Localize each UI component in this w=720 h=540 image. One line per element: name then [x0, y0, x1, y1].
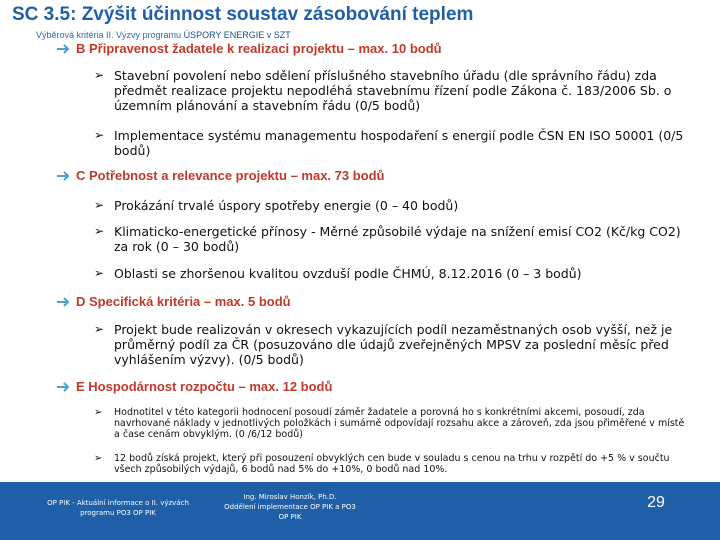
footer-mid-line: OP PIK: [278, 513, 302, 521]
arrowhead-bullet-icon: ➢: [94, 407, 103, 418]
list-item-text: Projekt bude realizován v okresech vykazujících podíl nezaměstnaných osob vyšší, než je průměrný podíl za ČR (posuzováno dle údajů zveřejněných MPSV za poslední měsíc před vyhlášením výzvy). (0/5 bodů): [114, 322, 673, 367]
section-heading-text: E Hospodárnost rozpočtu – max. 12 bodů: [76, 379, 333, 394]
section-heading-c: [56, 168, 384, 183]
subtitle-program: ÚSPORY ENERGIE v SZT: [183, 30, 291, 40]
list-item-text: Prokázání trvalé úspory spotřeby energie (0 – 40 bodů): [114, 198, 459, 213]
section-heading-e: [56, 379, 332, 394]
page-number: 29: [647, 494, 665, 511]
list-item: [94, 128, 694, 158]
list-item-text: Klimaticko-energetické přínosy - Měrné způsobilé výdaje na snížení emisí CO2 (Kč/kg CO2) za rok (0 – 30 bodů): [114, 224, 681, 254]
arrow-right-icon: [56, 296, 72, 308]
footer-left-line: OP PIK - Aktuální informace o II. výzvách: [47, 499, 189, 507]
arrowhead-bullet-icon: ➢: [94, 266, 105, 280]
arrow-right-icon: [56, 43, 72, 55]
list-item-text: Implementace systému managementu hospodaření s energií podle ČSN EN ISO 50001 (0/5 bodů): [114, 128, 684, 158]
arrowhead-bullet-icon: ➢: [94, 224, 105, 238]
list-item: [94, 68, 694, 113]
section-heading-text: B Připravenost žadatele k realizaci projektu – max. 10 bodů: [76, 41, 442, 56]
arrowhead-bullet-icon: ➢: [94, 68, 105, 82]
arrowhead-bullet-icon: ➢: [94, 453, 103, 464]
arrowhead-bullet-icon: ➢: [94, 198, 105, 212]
footer-bar: [0, 482, 720, 540]
arrowhead-bullet-icon: ➢: [94, 322, 105, 336]
list-item: [94, 407, 688, 440]
list-item: [94, 198, 694, 213]
list-item-text: Oblasti se zhoršenou kvalitou ovzduší podle ČHMÚ, 8.12.2016 (0 – 3 bodů): [114, 266, 582, 281]
footer-left-line: programu PO3 OP PIK: [80, 509, 156, 517]
footer-presentation-title: [28, 498, 208, 518]
list-item-text: Stavební povolení nebo sdělení příslušného stavebního úřadu (dle správního řádu) zda předmět realizace projektu nepodléhá stavebnímu řízení podle Zákona č. 183/2006 Sb. o územním plánování a stavebním řádu (0/5 bodů): [114, 68, 672, 113]
list-item: [94, 266, 694, 281]
footer-mid-line: Ing. Miroslav Honzík, Ph.D.: [243, 493, 337, 501]
arrow-right-icon: [56, 381, 72, 393]
list-item: [94, 453, 688, 475]
list-item: [94, 224, 694, 254]
page-title: SC 3.5: Zvýšit účinnost soustav zásobování teplem: [12, 4, 474, 25]
arrow-right-icon: [56, 170, 72, 182]
section-heading-text: C Potřebnost a relevance projektu – max. 73 bodů: [76, 168, 385, 183]
footer-mid-line: Oddělení implementace OP PIK a PO3: [224, 503, 356, 511]
footer-author: [218, 492, 362, 522]
subtitle-prefix: Výběrová kritéria II. Výzvy programu: [36, 30, 184, 40]
list-item-text: 12 bodů získá projekt, který při posouzení obvyklých cen bude v souladu s cenou na trhu v rozpětí do +5 % v součtu všech způsobilých výdajů, 6 bodů nad 5% do +10%, 0 bodů nad 10%.: [114, 453, 670, 475]
arrowhead-bullet-icon: ➢: [94, 128, 105, 142]
section-heading-b: [56, 41, 442, 56]
page-subtitle: [36, 30, 291, 40]
list-item: [94, 322, 694, 367]
section-heading-text: D Specifická kritéria – max. 5 bodů: [76, 294, 291, 309]
section-heading-d: [56, 294, 291, 309]
list-item-text: Hodnotitel v této kategorii hodnocení posoudí záměr žadatele a porovná ho s konkrétními akcemi, posoudí, zda navrhované náklady v jednotlivých položkách i sumárně odpovídají rozsahu akce a zároveň, zda jsou přiměřené v místě a čase cenám obvyklým. (0 /6/12 bodů): [114, 407, 685, 440]
